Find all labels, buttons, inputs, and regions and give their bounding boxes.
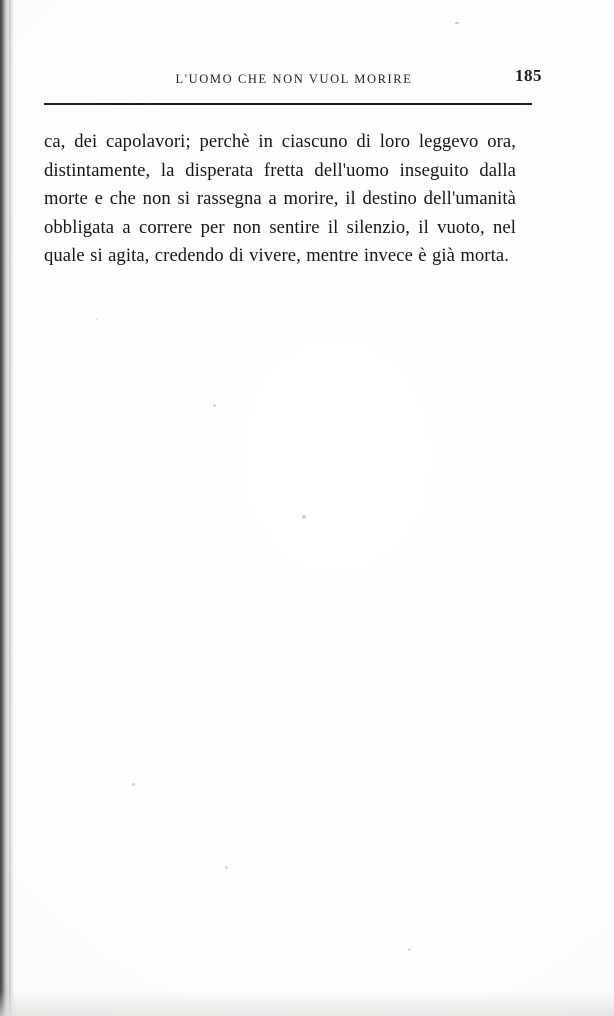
scan-speck-icon <box>132 783 135 786</box>
page-binding-shadow <box>9 0 14 1016</box>
body-paragraph: ca, dei capolavori; perchè in ciascuno di loro leggevo ora, distintamente, la disperata fretta dell'uomo inseguito dalla morte e che non si rassegna a morire, il destino dell'umanità obbligata a correre per non sentire il silenzio, il vuoto, nel quale si agita, credendo di vivere, mentre invece è già morta. <box>44 131 516 267</box>
page-number: 185 <box>515 66 542 85</box>
page-content <box>44 0 544 1016</box>
page-bottom-shadow <box>0 990 614 1016</box>
running-head: L'UOMO CHE NON VUOL MORIRE <box>175 72 413 86</box>
scan-speck-icon <box>225 866 228 869</box>
scan-speck-icon <box>302 515 306 519</box>
scan-speck-icon <box>213 404 216 407</box>
scan-speck-icon <box>96 318 98 320</box>
body-text-block <box>44 128 516 271</box>
scan-speck-icon <box>408 948 411 951</box>
header-rule <box>44 103 532 105</box>
